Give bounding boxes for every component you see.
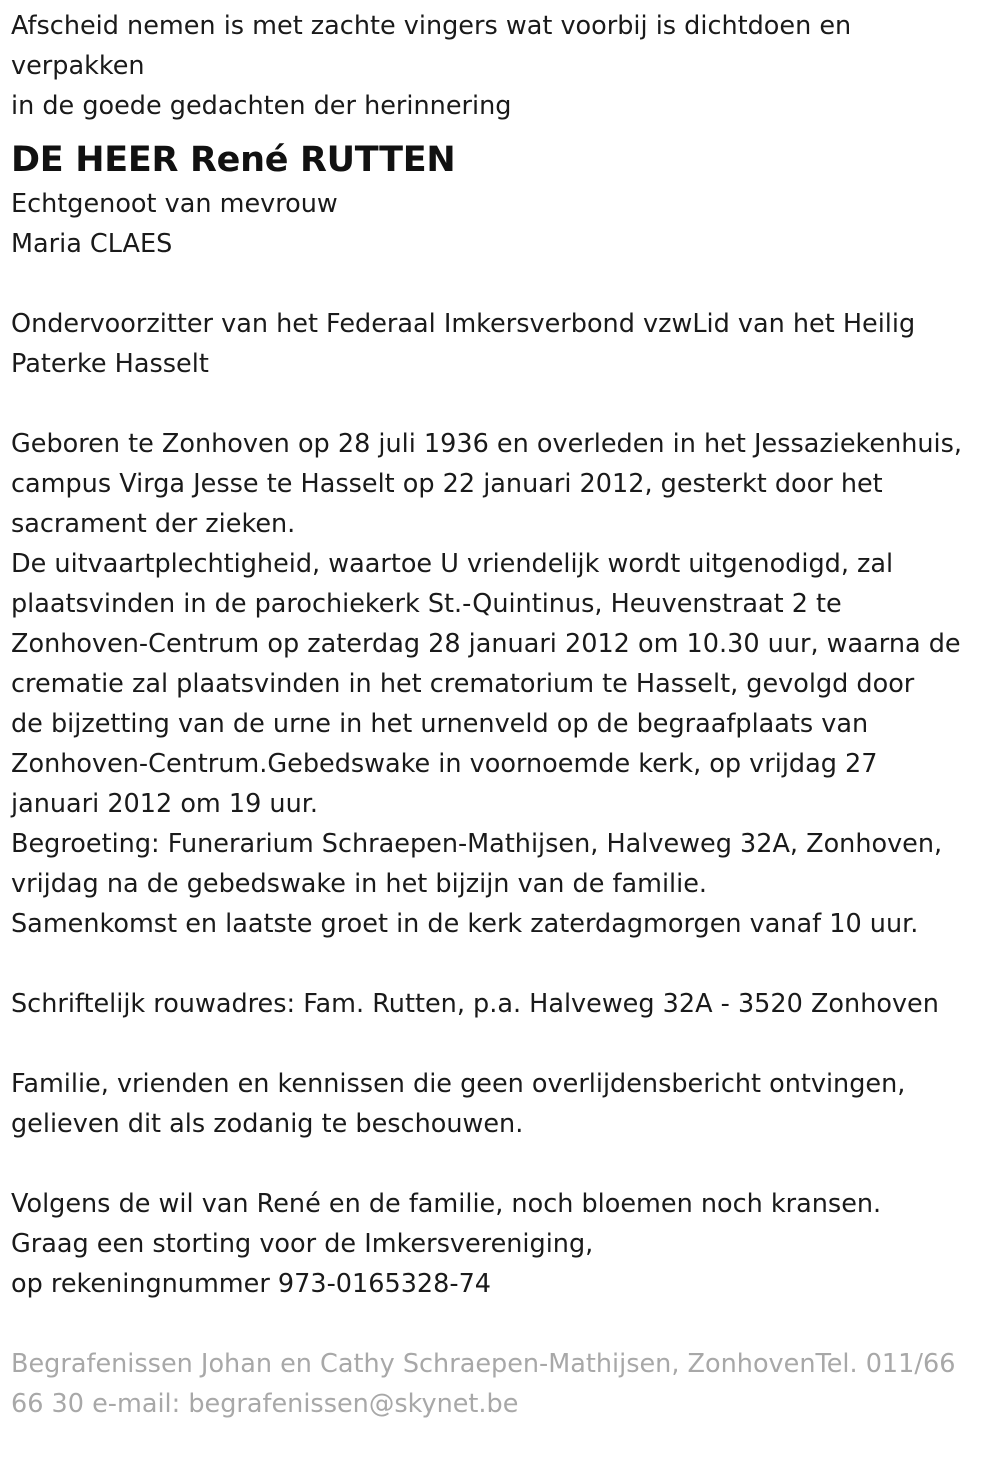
notice-line: Familie, vrienden en kennissen die geen overlijdensbericht ontvingen, xyxy=(11,1069,906,1099)
motto-text xyxy=(11,6,980,126)
spacer xyxy=(11,264,980,304)
spouse-line: Echtgenoot van mevrouw xyxy=(11,189,338,219)
footer-line: 66 30 e-mail: begrafenissen@skynet.be xyxy=(11,1389,519,1419)
function-line: Ondervoorzitter van het Federaal Imkersverbond vzwLid van het Heilig xyxy=(11,309,916,339)
address-text xyxy=(11,984,980,1024)
spacer xyxy=(11,1304,980,1344)
spacer xyxy=(11,1024,980,1064)
spouse-text xyxy=(11,184,980,264)
function-text xyxy=(11,304,980,384)
motto-line: in de goede gedachten der herinnering xyxy=(11,91,512,121)
wishes-line: op rekeningnummer 973-0165328-74 xyxy=(11,1269,492,1299)
wishes-text xyxy=(11,1184,980,1304)
details-line: vrijdag na de gebedswake in het bijzijn van de familie. xyxy=(11,869,708,899)
address-line: Schriftelijk rouwadres: Fam. Rutten, p.a. Halveweg 32A - 3520 Zonhoven xyxy=(11,989,939,1019)
footer-line: Begrafenissen Johan en Cathy Schraepen-Mathijsen, ZonhovenTel. 011/66 xyxy=(11,1349,956,1379)
spacer xyxy=(11,944,980,984)
notice-line: gelieven dit als zodanig te beschouwen. xyxy=(11,1109,524,1139)
details-line: Begroeting: Funerarium Schraepen-Mathijsen, Halveweg 32A, Zonhoven, xyxy=(11,829,943,859)
funeral-home-footer xyxy=(11,1344,980,1424)
function-line: Paterke Hasselt xyxy=(11,349,209,379)
details-line: Zonhoven-Centrum op zaterdag 28 januari 2012 om 10.30 uur, waarna de xyxy=(11,629,961,659)
motto-line: Afscheid nemen is met zachte vingers wat voorbij is dichtdoen en xyxy=(11,11,852,41)
notice-text xyxy=(11,1064,980,1144)
details-text xyxy=(11,424,980,944)
motto-line: verpakken xyxy=(11,51,145,81)
details-line: campus Virga Jesse te Hasselt op 22 januari 2012, gesterkt door het xyxy=(11,469,883,499)
details-line: Geboren te Zonhoven op 28 juli 1936 en overleden in het Jessaziekenhuis, xyxy=(11,429,963,459)
spouse-line: Maria CLAES xyxy=(11,229,173,259)
details-line: de bijzetting van de urne in het urnenveld op de begraafplaats van xyxy=(11,709,869,739)
details-line: Samenkomst en laatste groet in de kerk zaterdagmorgen vanaf 10 uur. xyxy=(11,909,919,939)
details-line: De uitvaartplechtigheid, waartoe U vriendelijk wordt uitgenodigd, zal xyxy=(11,549,894,579)
details-line: crematie zal plaatsvinden in het crematorium te Hasselt, gevolgd door xyxy=(11,669,915,699)
details-line: januari 2012 om 19 uur. xyxy=(11,789,319,819)
details-line: plaatsvinden in de parochiekerk St.-Quintinus, Heuvenstraat 2 te xyxy=(11,589,842,619)
spacer xyxy=(11,1144,980,1184)
details-line: sacrament der zieken. xyxy=(11,509,296,539)
deceased-title: DE HEER René RUTTEN xyxy=(11,140,456,180)
details-line: Zonhoven-Centrum.Gebedswake in voornoemde kerk, op vrijdag 27 xyxy=(11,749,878,779)
wishes-line: Graag een storting voor de Imkersvereniging, xyxy=(11,1229,594,1259)
spacer xyxy=(11,384,980,424)
wishes-line: Volgens de wil van René en de familie, noch bloemen noch kransen. xyxy=(11,1189,882,1219)
